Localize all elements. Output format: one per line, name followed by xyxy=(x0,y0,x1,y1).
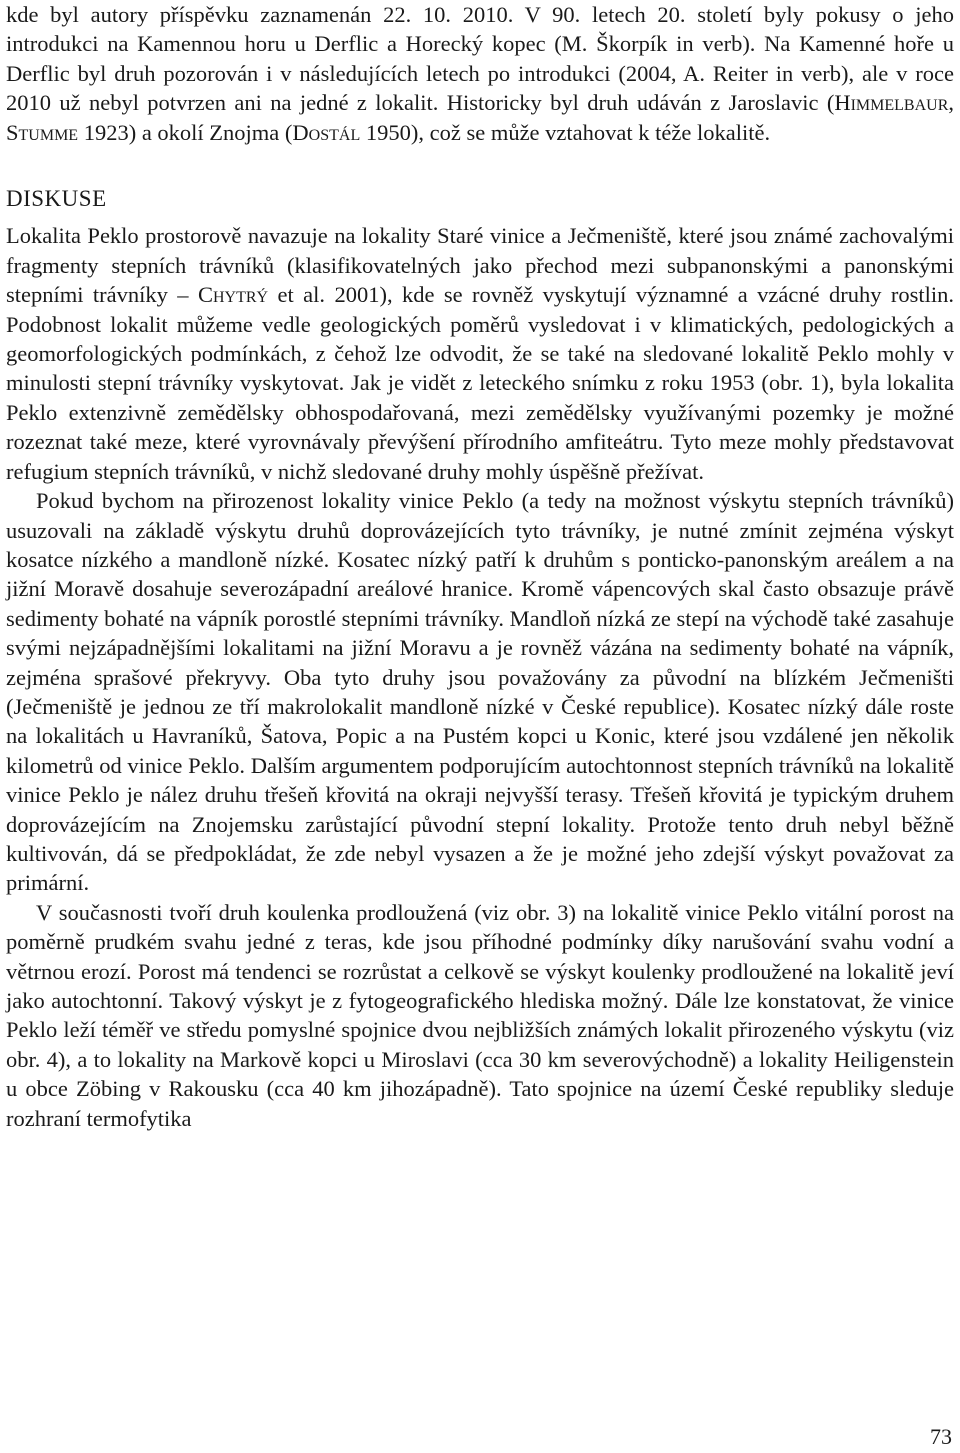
intro-text-1: kde byl autory příspěvku zaznamenán 22. 10. 2010. V 90. letech 20. století byly pokusy o jeho introdukci na Kamennou horu u Derflic a Horecký kopec (M. Škorpík in verb). Na Kamenné hoře u Derflic byl druh pozorován i v následujících letech po introdukci (2004, A. Reiter in verb), ale v roce 2010 už nebyl potvrzen ani na jedné z lokalit. Historicky byl druh udáván z Jaroslavic ( xyxy=(6,2,954,116)
author-stumme: Stumme xyxy=(6,119,79,145)
p1-text-1: Lokalita Peklo prostorově navazuje na lokality Staré vinice a Ječmeniště, které jsou známé zachovalými fragmenty stepních trávníků (klasifikovatelných jako přechod mezi subpanonskými a panonskými stepními trávníky – xyxy=(6,223,954,308)
discussion-paragraph-2: Pokud bychom na přirozenost lokality vinice Peklo (a tedy na možnost výskytu stepních trávníků) usuzovali na základě výskytu druhů doprovázejících tyto trávníky, je nutné zmínit zejména výskyt kosatce nízkého a mandloně nízké. Kosatec nízký patří k druhům s ponticko-panonským areálem a na jižní Moravě dosahuje severozápadní areálové hranice. Kromě vápencových skal často obsazuje právě sedimenty bohaté na vápník porostlé stepními trávníky. Mandloň nízká ze stepí na východě také zasahuje svými nejzápadnějšími lokalitami na jižní Moravu a je rovněž vázána na sedimenty bohaté na vápník, zejména sprašové překryvy. Oba tyto druhy jsou považovány za původní na blízkém Ječmeništi (Ječmeniště je jednou ze tří makrolokalit mandloně nízké v České republice). Kosatec nízký dále roste na lokalitách u Havraníků, Šatova, Popic a na Pustém kopci u Konic, které jsou vzdálené jen několik kilometrů od vinice Peklo. Dalším argumentem podporujícím autochtonnost stepních trávníků na lokalitě vinice Peklo je nález druhu třešeň křovitá na okraji nejvyšší terasy. Třešeň křovitá je typickým druhem doprovázejícím na Znojemsku zarůstající původní stepní lokality. Protože tento druh nebyl běžně kultivován, dá se předpokládat, že zde nebyl vysazen a že je možné jeho zdejší výskyt považovat za primární. xyxy=(6,488,954,896)
page-number: 73 xyxy=(930,1424,952,1449)
author-himmelbaur: Himmelbaur xyxy=(834,90,949,116)
p1-text-2: et al. 2001), kde se rovněž vyskytují významné a vzácné druhy rostlin. Podobnost lokalit můžeme vedle geologických poměrů vysledovat i v klimatických, pedologických a geomorfologických podmínkách, z čehož lze odvodit, že se také na sledované lokalitě Peklo mohly v minulosti stepní trávníky vyskytovat. Jak je vidět z leteckého snímku z roku 1953 (obr. 1), byla lokalita Peklo extenzivně zemědělsky obhospodařovaná, mezi zemědělsky využívanými pozemky je možné rozeznat také meze, které vyrovnávaly převýšení přírodního amfiteátru. Tyto meze mohly představovat refugium stepních trávníků, v nichž sledované druhy mohly úspěšně přežívat. xyxy=(6,282,955,484)
intro-text-4: 1950), což se může vztahovat k téže lokalitě. xyxy=(360,119,771,145)
section-heading: DISKUSE xyxy=(6,186,107,212)
intro-text-3: 1923) a okolí Znojma ( xyxy=(78,119,293,145)
discussion-paragraph-1 xyxy=(6,221,954,486)
author-dostal: Dostál xyxy=(292,119,361,145)
document-page xyxy=(6,0,954,1133)
intro-paragraph xyxy=(6,0,954,147)
author-chytry: Chytrý xyxy=(197,282,269,308)
discussion-paragraph-3: V současnosti tvoří druh koulenka prodloužená (viz obr. 3) na lokalitě vinice Peklo vitální porost na poměrně prudkém svahu jedné z teras, kde jsou příhodné podmínky díky narušování svahu vodní a větrnou erozí. Porost má tendenci se rozrůstat a celkově se výskyt koulenky prodloužené na lokalitě jeví jako autochtonní. Takový výskyt je z fytogeografického hlediska možný. Dále lze konstatovat, že vinice Peklo leží téměř ve středu pomyslné spojnice dvou nejbližších známých lokalit přirozeného výskytu (viz obr. 4), a to lokality na Markově kopci u Miroslavi (cca 30 km severovýchodně) a lokality Heiligenstein u obce Zöbing v Rakousku (cca 40 km jihozápadně). Tato spojnice na území České republiky sleduje rozhraní termofytika xyxy=(6,899,954,1131)
intro-text-2: , xyxy=(948,90,954,116)
